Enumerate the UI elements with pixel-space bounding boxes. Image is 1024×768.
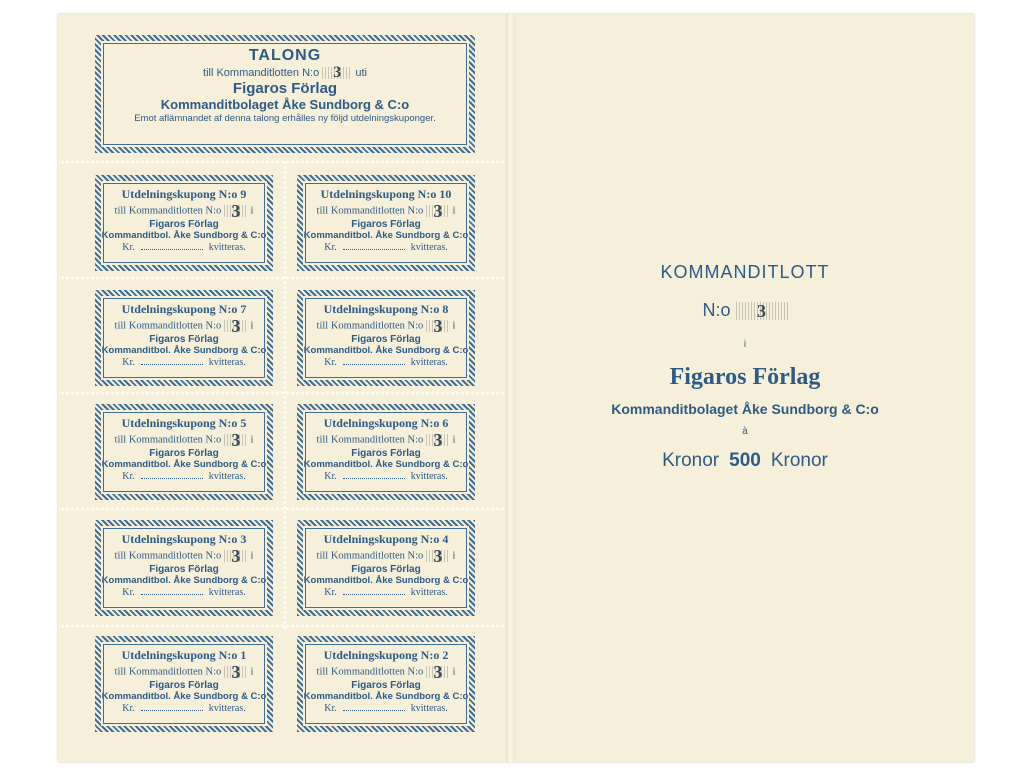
talong-title: TALONG xyxy=(248,47,322,64)
center-fold xyxy=(506,14,516,762)
coupon-company-full: Kommanditbol. Åke Sundborg & C:o xyxy=(101,230,267,241)
coupon-title: Utdelningskupong N:o 7 xyxy=(121,302,247,316)
coupon-number: 3 xyxy=(426,434,450,446)
coupon xyxy=(95,520,273,616)
coupon-number: 3 xyxy=(224,666,248,678)
amount-value: 500 xyxy=(729,450,761,471)
coupon-company-full: Kommanditbol. Åke Sundborg & C:o xyxy=(303,345,469,356)
coupon-company: Figaros Förlag xyxy=(351,680,421,691)
coupon-number: 3 xyxy=(426,666,450,678)
coupon-number: 3 xyxy=(426,320,450,332)
coupon-receipt: Kr. kvitteras. xyxy=(324,471,448,482)
coupon-line: till Kommanditlotten N:o 3 i xyxy=(114,430,254,450)
coupon-title: Utdelningskupong N:o 9 xyxy=(121,187,247,201)
coupon xyxy=(297,636,475,732)
coupon xyxy=(297,404,475,500)
talong-line: till Kommanditlotten N:o 3 uti xyxy=(203,64,367,82)
coupon-line: till Kommanditlotten N:o 3 i xyxy=(114,316,254,336)
talong-company-full: Kommanditbolaget Åke Sundborg & C:o xyxy=(160,97,410,113)
certificate-a: à xyxy=(742,426,748,437)
coupon-company: Figaros Förlag xyxy=(149,680,219,691)
talong-note: Emot aflämnandet af denna talong erhålles ny följd utdelningskuponger. xyxy=(134,113,436,125)
coupon-receipt: Kr. kvitteras. xyxy=(122,242,246,253)
coupon-line: till Kommanditlotten N:o 3 i xyxy=(114,201,254,221)
coupon-number: 3 xyxy=(224,205,248,217)
coupon-title: Utdelningskupong N:o 1 xyxy=(121,648,247,662)
coupon-company-full: Kommanditbol. Åke Sundborg & C:o xyxy=(101,345,267,356)
coupon-company: Figaros Förlag xyxy=(351,564,421,575)
coupon-line: till Kommanditlotten N:o 3 i xyxy=(316,430,456,450)
perforation-vertical xyxy=(283,160,287,630)
coupon-line: till Kommanditlotten N:o 3 i xyxy=(316,316,456,336)
coupon xyxy=(297,290,475,386)
coupon-number: 3 xyxy=(224,320,248,332)
coupon-company-full: Kommanditbol. Åke Sundborg & C:o xyxy=(101,575,267,586)
coupon-title: Utdelningskupong N:o 2 xyxy=(323,648,449,662)
certificate-company-full: Kommanditbolaget Åke Sundborg & C:o xyxy=(611,401,879,417)
perforation xyxy=(60,160,504,164)
coupon-line: till Kommanditlotten N:o 3 i xyxy=(316,662,456,682)
coupon-company-full: Kommanditbol. Åke Sundborg & C:o xyxy=(303,691,469,702)
coupon-title: Utdelningskupong N:o 5 xyxy=(121,416,247,430)
coupon-receipt: Kr. kvitteras. xyxy=(324,242,448,253)
coupon-company-full: Kommanditbol. Åke Sundborg & C:o xyxy=(101,459,267,470)
coupon-company: Figaros Förlag xyxy=(351,219,421,230)
coupon-company: Figaros Förlag xyxy=(351,334,421,345)
coupon-receipt: Kr. kvitteras. xyxy=(324,357,448,368)
coupon-company-full: Kommanditbol. Åke Sundborg & C:o xyxy=(303,575,469,586)
coupon-company-full: Kommanditbol. Åke Sundborg & C:o xyxy=(303,230,469,241)
coupon-line: till Kommanditlotten N:o 3 i xyxy=(316,201,456,221)
certificate xyxy=(516,14,974,762)
coupon-title: Utdelningskupong N:o 10 xyxy=(320,187,452,201)
perforation xyxy=(60,624,504,628)
coupon xyxy=(95,290,273,386)
talong-box xyxy=(95,35,475,153)
coupon-receipt: Kr. kvitteras. xyxy=(122,357,246,368)
coupon-company: Figaros Förlag xyxy=(149,448,219,459)
coupon-title: Utdelningskupong N:o 8 xyxy=(323,302,449,316)
coupon-receipt: Kr. kvitteras. xyxy=(324,587,448,598)
coupon-number: 3 xyxy=(224,550,248,562)
certificate-amount: Kronor 500 Kronor xyxy=(662,450,828,471)
certificate-title: KOMMANDITLOTT xyxy=(660,262,830,282)
coupon xyxy=(95,175,273,271)
coupon-company-full: Kommanditbol. Åke Sundborg & C:o xyxy=(101,691,267,702)
coupon-company: Figaros Förlag xyxy=(149,564,219,575)
coupon-receipt: Kr. kvitteras. xyxy=(122,471,246,482)
perforation xyxy=(60,507,504,511)
perforation xyxy=(60,391,504,395)
coupon-receipt: Kr. kvitteras. xyxy=(122,587,246,598)
coupon-number: 3 xyxy=(224,434,248,446)
certificate-i: i xyxy=(743,339,747,350)
talong-company: Figaros Förlag xyxy=(232,80,338,98)
coupon-line: till Kommanditlotten N:o 3 i xyxy=(114,546,254,566)
certificate-number-line: N:o 3 xyxy=(516,300,974,321)
coupon-company: Figaros Förlag xyxy=(149,219,219,230)
coupon-number: 3 xyxy=(426,205,450,217)
certificate-number: 3 xyxy=(736,302,788,320)
talong-number: 3 xyxy=(322,67,352,79)
coupon-receipt: Kr. kvitteras. xyxy=(324,703,448,714)
coupon-receipt: Kr. kvitteras. xyxy=(122,703,246,714)
coupon-number: 3 xyxy=(426,550,450,562)
coupon-title: Utdelningskupong N:o 3 xyxy=(121,532,247,546)
coupon-line: till Kommanditlotten N:o 3 i xyxy=(114,662,254,682)
coupon xyxy=(95,636,273,732)
coupon xyxy=(297,175,475,271)
certificate-company: Figaros Förlag xyxy=(669,364,821,390)
perforation xyxy=(60,276,504,280)
coupon-line: till Kommanditlotten N:o 3 i xyxy=(316,546,456,566)
coupon-company: Figaros Förlag xyxy=(351,448,421,459)
coupon-title: Utdelningskupong N:o 6 xyxy=(323,416,449,430)
coupon xyxy=(95,404,273,500)
coupon-company: Figaros Förlag xyxy=(149,334,219,345)
coupon xyxy=(297,520,475,616)
coupon-company-full: Kommanditbol. Åke Sundborg & C:o xyxy=(303,459,469,470)
coupon-title: Utdelningskupong N:o 4 xyxy=(323,532,449,546)
